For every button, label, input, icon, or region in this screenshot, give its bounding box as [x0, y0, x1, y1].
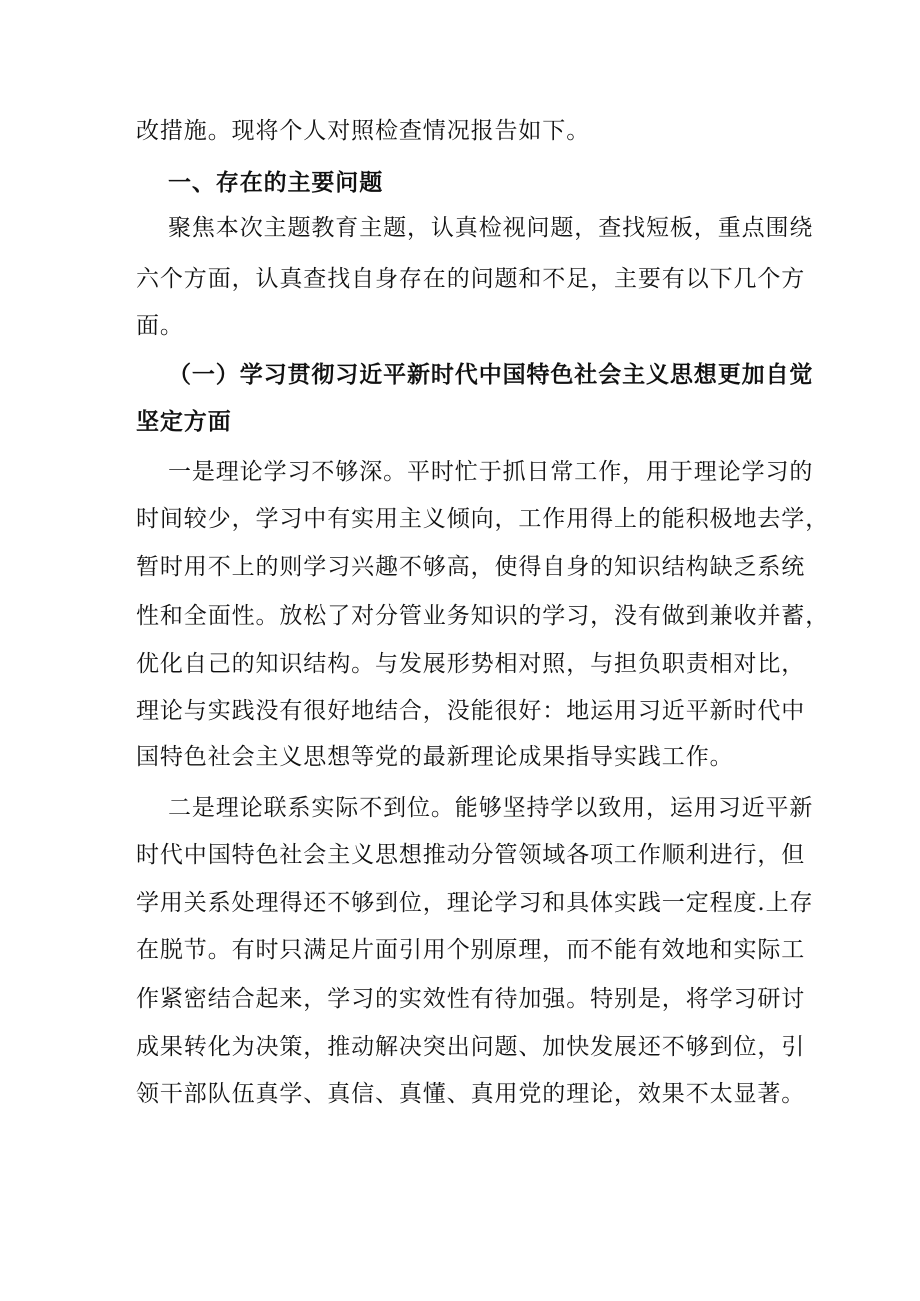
paragraph-line: 暂时用不上的则学习兴趣不够高，使得自身的知识结构缺乏系统 [136, 554, 806, 580]
section-heading: 一、存在的主要问题 [168, 169, 384, 196]
paragraph-line: 理论与实践没有很好地结合，没能很好：地运用习近平新时代中 [136, 698, 806, 724]
paragraph-line: 一是理论学习不够深。平时忙于抓日常工作，用于理论学习的 [168, 459, 814, 485]
paragraph-line: 二是理论联系实际不到位。能够坚持学以致用，运用习近平新 [168, 795, 814, 821]
subsection-heading: （一）学习贯彻习近平新时代中国特色社会主义思想更加自觉 [168, 361, 814, 388]
paragraph-line: 成果转化为决策，推动解决突出问题、加快发展还不够到位，引 [136, 1034, 806, 1060]
paragraph-line: 聚焦本次主题教育主题，认真检视问题，查找短板，重点围绕 [168, 215, 814, 241]
paragraph-line: 时代中国特色社会主义思想推动分管领域各项工作顺利进行，但 [136, 842, 806, 868]
paragraph-line: 领干部队伍真学、真信、真懂、真用党的理论，效果不太显著。 [136, 1081, 806, 1107]
subsection-heading: 坚定方面 [136, 408, 232, 435]
paragraph-line: 性和全面性。放松了对分管业务知识的学习，没有做到兼收并蓄， [136, 603, 830, 629]
paragraph-line: 面。 [136, 313, 184, 339]
paragraph-line: 六个方面，认真查找自身存在的问题和不足，主要有以下几个方 [136, 266, 806, 292]
paragraph-line: 学用关系处理得还不够到位，理论学习和具体实践一定程度.上存 [136, 890, 814, 916]
paragraph-line: 在脱节。有时只满足片面引用个别原理，而不能有效地和实际工 [136, 937, 806, 963]
paragraph-line: 作紧密结合起来，学习的实效性有待加强。特别是，将学习研讨 [136, 986, 806, 1012]
paragraph-line: 国特色社会主义思想等党的最新理论成果指导实践工作。 [136, 744, 734, 770]
paragraph-line: 优化自己的知识结构。与发展形势相对照，与担负职责相对比， [136, 651, 806, 677]
paragraph-intro-end: 改措施。现将个人对照检查情况报告如下。 [136, 118, 591, 144]
paragraph-line: 时间较少，学习中有实用主义倾向，工作用得上的能积极地去学， [136, 506, 830, 532]
